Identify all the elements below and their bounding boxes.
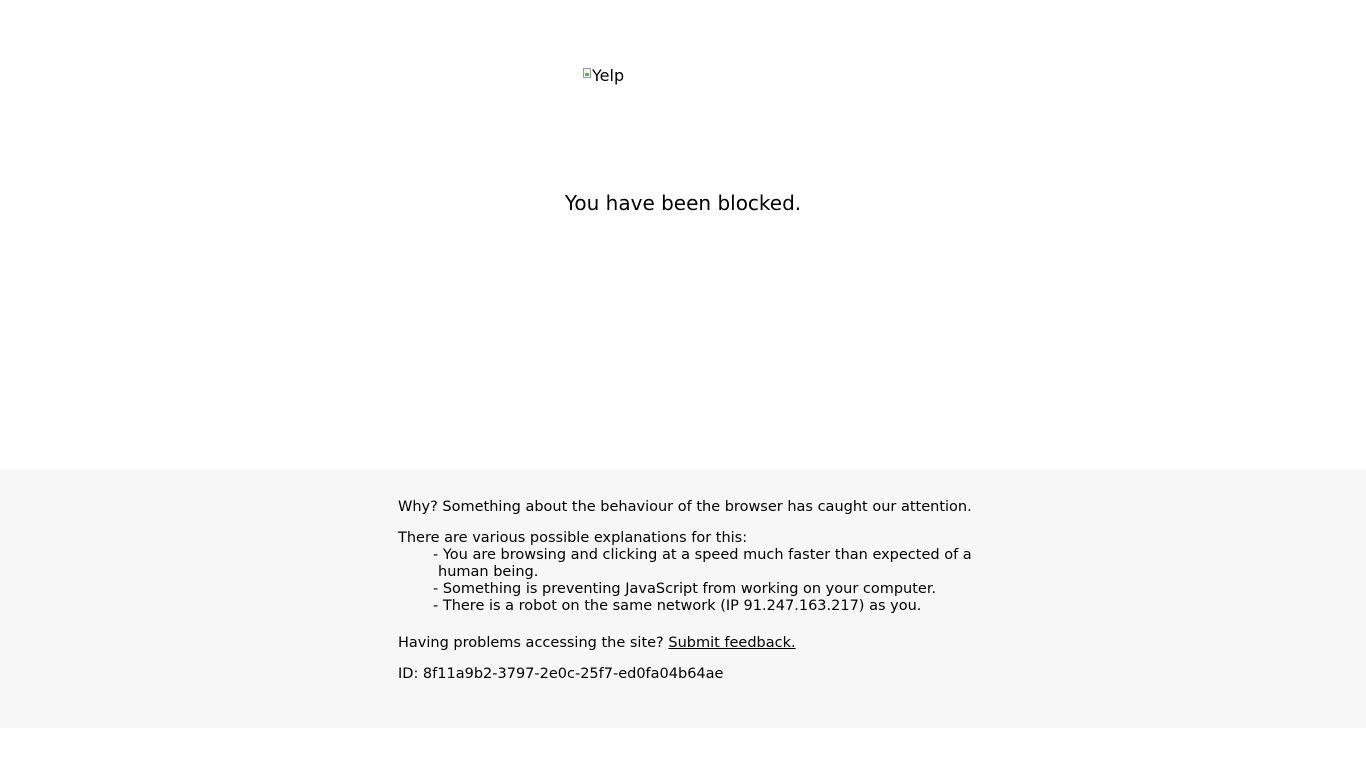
list-item	[433, 547, 978, 581]
problems-line	[398, 635, 978, 652]
why-text: Why? Something about the behaviour of the browser has caught our attention.	[398, 499, 972, 515]
reason-text: - There is a robot on the same network (IP 91.247.163.217) as you.	[433, 598, 922, 614]
explanations-title: There are various possible explanations for this:	[398, 530, 748, 546]
problems-text: Having problems accessing the site?	[398, 635, 664, 651]
list-item	[433, 581, 978, 598]
reason-text: - You are browsing and clicking at a speed much faster than expected of a	[433, 547, 972, 563]
info-content	[398, 499, 978, 683]
blocked-headline: You have been blocked.	[564, 191, 802, 215]
yelp-logo	[583, 66, 624, 86]
submit-feedback-link[interactable]: Submit feedback.	[668, 635, 796, 651]
info-section	[0, 469, 1366, 728]
reasons-list	[433, 547, 978, 615]
broken-image-icon	[583, 68, 591, 78]
reason-text-continued: human being.	[438, 564, 539, 580]
request-id: ID: 8f11a9b2-3797-2e0c-25f7-ed0fa04b64ae	[398, 666, 724, 682]
list-item	[433, 598, 978, 615]
logo-alt-text: Yelp	[592, 66, 625, 85]
reason-text: - Something is preventing JavaScript from working on your computer.	[433, 581, 937, 597]
